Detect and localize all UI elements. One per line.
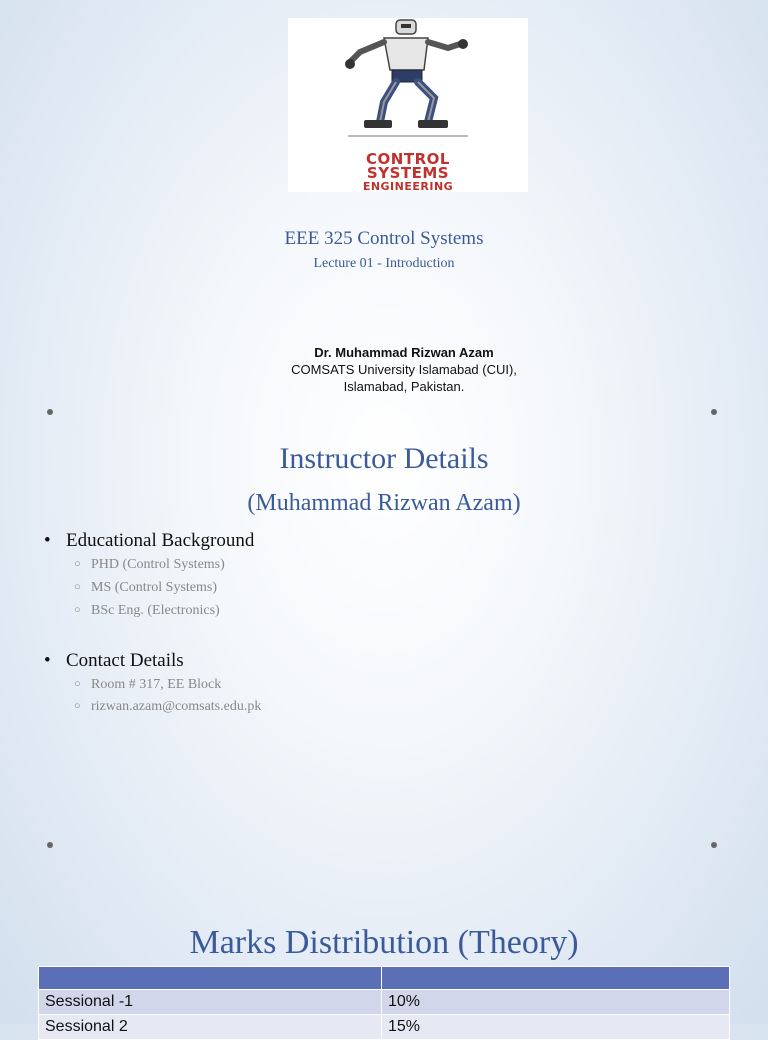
table-header-row (39, 967, 730, 990)
circle-bullet-icon: ○ (74, 604, 81, 616)
circle-bullet-icon: ○ (74, 700, 81, 712)
marks-heading: Marks Distribution (Theory) (189, 924, 579, 961)
table-header-cell (39, 967, 382, 990)
table-cell-item: Sessional 2 (39, 1015, 382, 1040)
logo-text (288, 152, 528, 194)
instructor-details-heading: Instructor Details (279, 442, 489, 475)
logo-line-1: CONTROL (366, 150, 450, 168)
logo-line-2: SYSTEMS (366, 164, 450, 182)
contact-email: rizwan.azam@comsats.edu.pk (91, 699, 262, 714)
education-item-text: MS (Control Systems) (91, 580, 218, 595)
education-item-text: PHD (Control Systems) (91, 557, 225, 572)
table-cell-value: 15% (382, 1015, 730, 1040)
education-label: Educational Background (66, 530, 255, 551)
education-item-text: BSc Eng. (Electronics) (91, 603, 220, 618)
table-row (39, 990, 730, 1015)
table-header-cell (382, 967, 730, 990)
marks-table (38, 966, 730, 1040)
bullet-icon: • (44, 650, 51, 671)
table-cell-value: 10% (382, 990, 730, 1015)
logo-line-3: ENGINEERING (362, 180, 454, 193)
circle-bullet-icon: ○ (74, 558, 81, 570)
table-cell-item: Sessional -1 (39, 990, 382, 1015)
robot-icon (288, 18, 528, 148)
contact-item-text: Room # 317, EE Block (91, 677, 222, 692)
circle-bullet-icon: ○ (74, 678, 81, 690)
contact-item (74, 699, 261, 715)
table-row (39, 1015, 730, 1040)
contact-item (74, 677, 221, 693)
slide-corner-dot (47, 842, 53, 848)
instructor-university: COMSATS University Islamabad (CUI), (291, 362, 517, 377)
education-item (74, 557, 225, 573)
course-title: EEE 325 Control Systems (284, 228, 484, 249)
education-item (74, 580, 217, 596)
contact-bullet (44, 650, 184, 672)
slide-corner-dot (47, 409, 53, 415)
education-bullet (44, 530, 254, 552)
instructor-city: Islamabad, Pakistan. (343, 379, 465, 394)
course-logo (288, 18, 528, 192)
slide-corner-dot (711, 842, 717, 848)
education-item (74, 603, 220, 619)
instructor-details-subheading: (Muhammad Rizwan Azam) (247, 490, 521, 516)
instructor-name: Dr. Muhammad Rizwan Azam (314, 345, 494, 360)
bullet-icon: • (44, 530, 51, 551)
slide-corner-dot (711, 409, 717, 415)
lecture-title: Lecture 01 - Introduction (313, 256, 455, 271)
circle-bullet-icon: ○ (74, 581, 81, 593)
contact-label: Contact Details (66, 650, 184, 671)
